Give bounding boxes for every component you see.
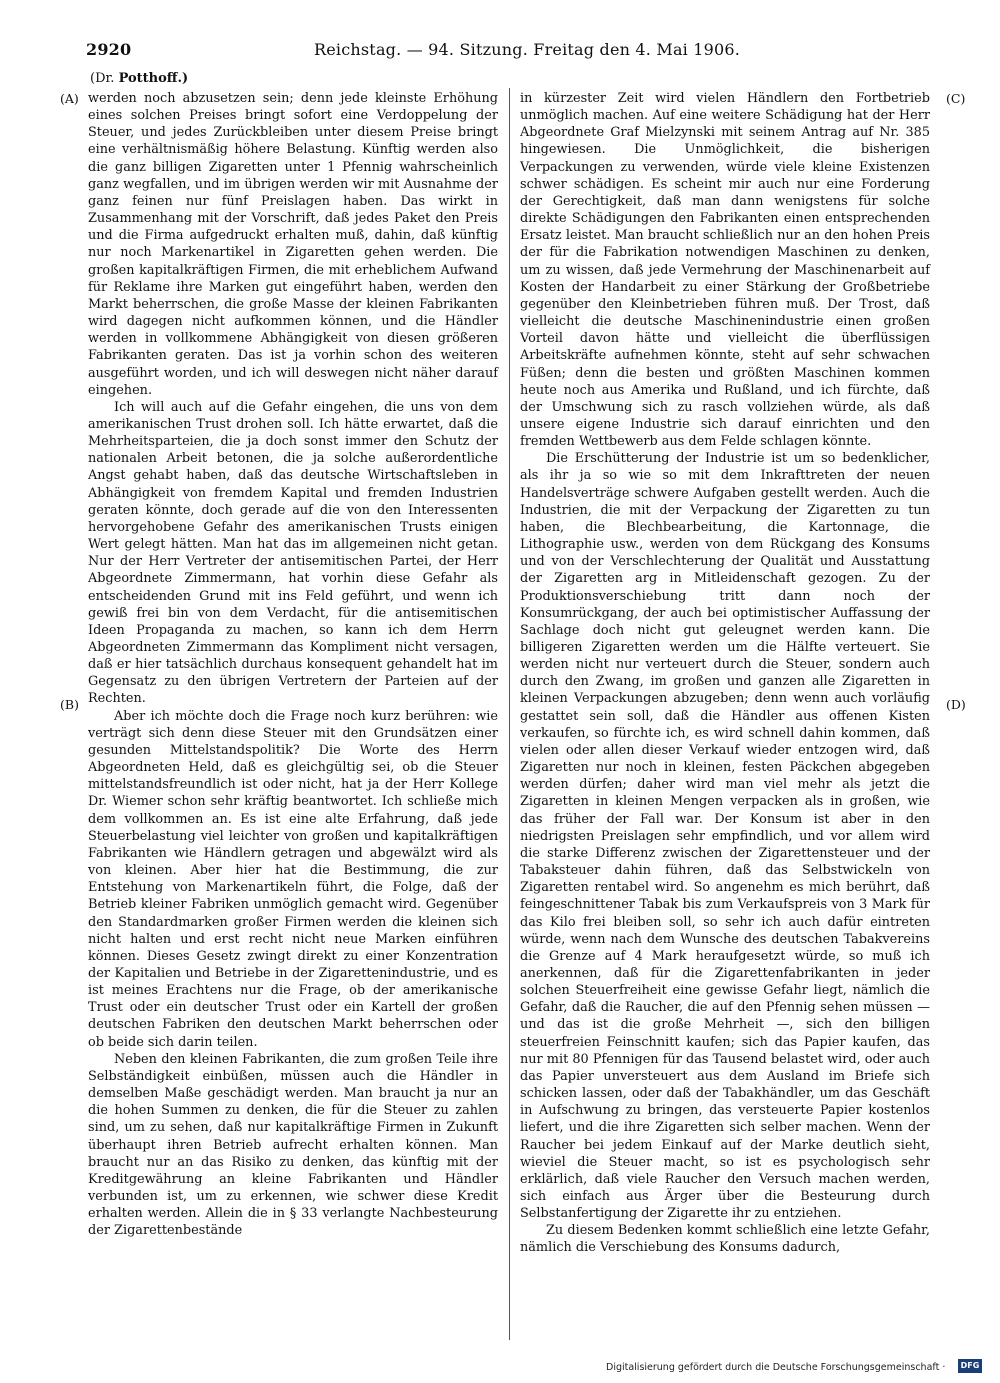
- digitization-credit: Digitalisierung gefördert durch die Deutsche Forschungsgemeinschaft ·: [606, 1362, 946, 1373]
- left-column: [88, 90, 498, 1239]
- dfg-logo: DFG: [958, 1359, 982, 1373]
- page-header: [86, 38, 946, 62]
- page-number: 2920: [86, 40, 132, 59]
- speaker-name: Potthoff.): [118, 71, 189, 86]
- speaker-label: [90, 70, 188, 88]
- column-divider: [509, 88, 510, 1340]
- margin-marker-c: (C): [946, 91, 966, 106]
- running-title: Reichstag. — 94. Sitzung. Freitag den 4. Mai 1906.: [314, 40, 741, 59]
- paragraph: Die Erschütterung der Industrie ist um so bedenklicher, als ihr ja so wie so mit dem Inkrafttreten der neuen Handelsverträge schwere Aufgaben gestellt werden. Auch die Industrien, die mit der Verpackung der Zigaretten zu tun haben, die Blechbearbeitung, die Kartonnage, die Lithographie usw., werden von dem Rückgang des Konsums und von der Verschlechterung der Qualität und Ausstattung der Zigaretten arg in Mitleidenschaft gezogen. Zu der Produktionsverschiebung tritt dann noch der Konsumrückgang, der auch bei optimistischer Auffassung der Sachlage doch nicht gut geleugnet werden kann. Die billigeren Zigaretten werden um die Hälfte verteuert. Sie werden nicht nur verteuert durch die Steuer, sondern auch durch den Zwang, im großen und ganzen alle Zigaretten in kleinen Verpackungen abzugeben; denn wenn auch vorläufig gestattet sein soll, daß die Händler aus offenen Kisten verkaufen, so fürchte ich, es wird schnell dahin kommen, daß vielen oder allen dieser Verkauf wieder entzogen wird, daß Zigaretten nur noch in kleinen, festen Päckchen abgegeben werden dürfen; daher wird man viel mehr als jetzt die Zigaretten in kleinen Mengen verpacken als in großen, wie das früher der Fall war. Der Konsum ist aber in den niedrigsten Preislagen sehr empfindlich, und vor allem wird die starke Differenz zwischen der Zigarettensteuer und der Tabaksteuer dahin führen, daß das Selbstwickeln von Zigaretten rentabel wird. So angenehm es mich berührt, daß feingeschnittener Tabak bis zum Verkaufspreis von 3 Mark für das Kilo frei bleiben soll, so sehr ich auch dafür eintreten würde, wenn nach dem Wunsche des deutschen Tabakvereins die Grenze auf 4 Mark heraufgesetzt würde, so muß ich anerkennen, daß für die Zigarettenfabrikanten in jeder solchen Steuerfreiheit eine gewisse Gefahr liegt, nämlich die Gefahr, daß die Raucher, die auf den Pfennig sehen müssen — und das ist die große Mehrheit —, sich den billigen steuerfreien Feinschnitt kaufen; sich das Papier kaufen, das nur mit 80 Pfennigen für das Tausend belastet wird, oder auch das Papier unversteuert aus dem Ausland im Briefe sich schicken lassen, oder daß der Tabakhändler, um das Geschäft in Aufschwung zu bringen, das versteuerte Papier kostenlos liefert, und die ihre Zigaretten sich selber machen. Wenn der Raucher bei jedem Einkauf auf der Marke deutlich sieht, wieviel die Steuer macht, so ist es psychologisch sehr erklärlich, daß viele Raucher den Versuch machen werden, sich einfach aus Ärger über die Besteurung durch Selbstanfertigung der Zigarette ihr zu entziehen.: [520, 451, 930, 1222]
- paragraph: Zu diesem Bedenken kommt schließlich eine letzte Gefahr, nämlich die Verschiebung des Konsums dadurch,: [520, 1223, 930, 1256]
- margin-marker-b: (B): [60, 697, 79, 712]
- paragraph: in kürzester Zeit wird vielen Händlern den Fortbetrieb unmöglich machen. Auf eine weitere Schädigung hat der Herr Abgeordnete Graf Mielzynski mit seinem Antrag auf Nr. 385 hingewiesen. Die Unmöglichkeit, die bisherigen Verpackungen zu verwenden, würde viele kleine Existenzen schwer schädigen. Es scheint mir auch nur eine Forderung der Gerechtigkeit, daß man dann wenigstens für solche direkte Schädigungen den Fabrikanten einen entsprechenden Ersatz leistet. Man braucht schließlich nur an den hohen Preis der für die Fabrikation notwendigen Maschinen zu denken, um zu wissen, daß jede Vermehrung der Maschinenarbeit auf Kosten der Handarbeit zu einer Stärkung der Großbetriebe gegenüber den Kleinbetrieben führen muß. Der Trost, daß vielleicht die deutsche Maschinenindustrie einen großen Vorteil davon hätte und vielleicht die überflüssigen Arbeitskräfte aufnehmen könnte, steht auf sehr schwachen Füßen; denn die besten und größten Maschinen kommen heute noch aus Amerika und Rußland, und ich fürchte, daß der Umschwung sich zu rasch vollziehen würde, als daß unsere eigene Industrie sich darauf einrichten und den fremden Wettbewerb aus dem Felde schlagen könnte.: [520, 91, 930, 450]
- paragraph: Ich will auch auf die Gefahr eingehen, die uns von dem amerikanischen Trust drohen soll. Ich hätte erwartet, daß die Mehrheitsparteien, die ja doch sonst immer den Schutz der nationalen Arbeit betonen, die ja solche außerordentliche Angst gehabt haben, daß das deutsche Wirtschaftsleben in Abhängigkeit von fremdem Kapital und fremden Industrien geraten könnte, doch gerade auf die von den Interessenten hervorgehobene Gefahr des amerikanischen Trusts einigen Wert gelegt hätten. Man hat das im allgemeinen nicht getan. Nur der Herr Vertreter der antisemitischen Partei, der Herr Abgeordnete Zimmermann, hat vorhin diese Gefahr als entscheidenden Grund mit ins Feld geführt, und wenn ich gewiß frei bin von dem Verdacht, für die antisemitischen Ideen Propaganda zu machen, so kann ich dem Herrn Abgeordneten Zimmermann das Kompliment nicht versagen, daß er hier tatsächlich durchaus konsequent gehandelt hat im Gegensatz zu den übrigen Vertretern der Parteien auf der Rechten.: [88, 399, 498, 707]
- paragraph: Neben den kleinen Fabrikanten, die zum großen Teile ihre Selbständigkeit einbüßen, müssen auch die Händler in demselben Maße geschädigt werden. Man braucht ja nur an die hohen Summen zu denken, die für die Steuer zu zahlen sind, um zu sehen, daß nur kapitalkräftige Firmen in Zukunft überhaupt ihren Betrieb aufrecht erhalten können. Man braucht nur an das Risiko zu denken, das künftig mit der Kreditgewährung an kleine Fabrikanten und Händler verbunden ist, um zu erkennen, wie schwer diese Kredit erhalten werden. Allein die in § 33 verlangte Nachbesteurung der Zigarettenbestände: [88, 1051, 498, 1239]
- right-column: [520, 90, 930, 1257]
- speaker-prefix: (Dr.: [90, 71, 115, 86]
- paragraph: werden noch abzusetzen sein; denn jede kleinste Erhöhung eines solchen Preises bringt sofort eine Verdoppelung der Steuer, und jedes Zurückbleiben unter diesem Preise bringt eine verhältnismäßig höhere Belastung. Künftig werden also die ganz billigen Zigaretten unter 1 Pfennig wahrscheinlich ganz wegfallen, und im übrigen werden wir mit Ausnahme der ganz feinen nur fünf Preislagen haben. Das wirkt in Zusammenhang mit der Vorschrift, daß jedes Paket den Preis und die Firma aufgedruckt erhalten muß, dahin, daß künftig nur noch Markenartikel in Zigaretten gehen werden. Die großen kapitalkräftigen Firmen, die mit erheblichem Aufwand für Reklame ihre Marken gut eingeführt haben, werden den Markt beherrschen, die große Masse der kleinen Fabrikanten wird dagegen nicht aufkommen können, und die Händler werden in vollkommene Abhängigkeit von diesen größeren Fabrikanten geraten. Das ist ja vorhin schon des weiteren ausgeführt worden, und ich will deswegen nicht näher darauf eingehen.: [88, 91, 498, 398]
- margin-marker-d: (D): [946, 697, 966, 712]
- paragraph: Aber ich möchte doch die Frage noch kurz berühren: wie verträgt sich denn diese Steuer mit den Grundsätzen einer gesunden Mittelstandspolitik? Die Worte des Herrn Abgeordneten Held, daß es gleichgültig sei, ob die Steuer mittelstandsfreundlich ist oder nicht, hat ja der Herr Kollege Dr. Wiemer schon sehr kräftig beantwortet. Ich schließe mich dem vollkommen an. Es ist eine alte Erfahrung, daß jede Steuerbelastung viel leichter von großen und kapitalkräftigen Fabrikanten wie Händlern getragen und abgewälzt wird als von kleinen. Aber hier hat die Bestimmung, die zur Entstehung von Markenartikeln führt, die Folge, daß der Betrieb kleiner Fabriken unmöglich gemacht wird. Gegenüber den Standardmarken großer Firmen werden die kleinen sich nicht halten und erst recht nicht neue Marken einführen können. Dieses Gesetz zwingt direkt zu einer Konzentration der Kapitalien und Betriebe in der Zigarettenindustrie, und es ist meines Erachtens nur die Frage, ob der amerikanische Trust oder ein deutscher Trust oder ein Kartell der großen deutschen Fabriken den deutschen Markt beherrschen oder ob beide sich darin teilen.: [88, 708, 498, 1050]
- margin-marker-a: (A): [60, 91, 79, 106]
